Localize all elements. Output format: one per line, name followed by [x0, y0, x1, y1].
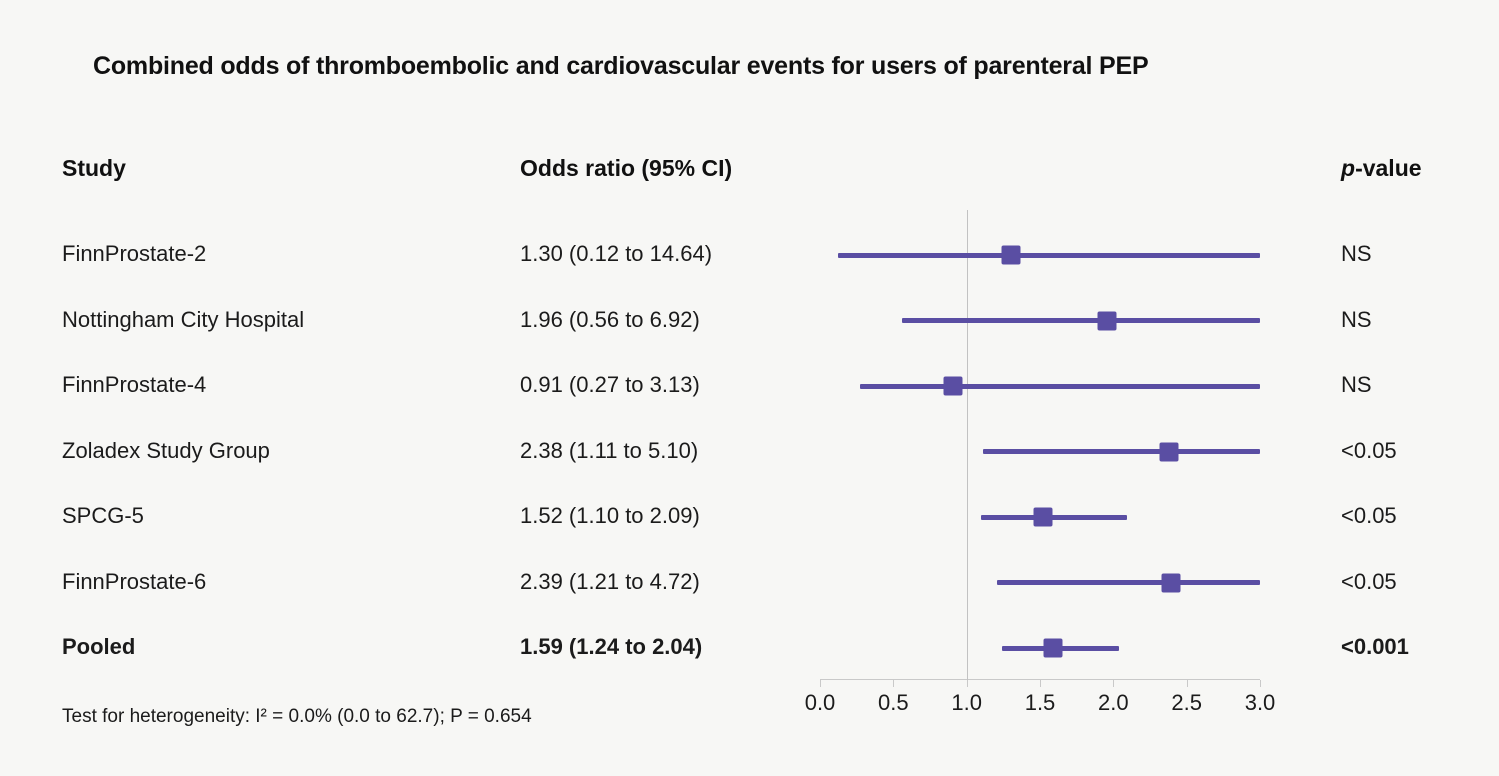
point-estimate-marker [1161, 573, 1180, 592]
odds-ratio-value: 1.52 (1.10 to 2.09) [520, 503, 700, 528]
p-value: <0.05 [1341, 503, 1397, 528]
p-italic: p [1341, 155, 1356, 181]
p-value: NS [1341, 306, 1372, 332]
p-value: <0.001 [1341, 634, 1409, 659]
point-estimate-marker [1160, 442, 1179, 461]
point-estimate-marker [1044, 639, 1063, 658]
x-axis-tick [1260, 680, 1261, 687]
study-label: Pooled [62, 634, 136, 659]
point-estimate-marker [1001, 246, 1020, 265]
point-estimate-marker [1033, 508, 1052, 527]
x-axis-tick [893, 680, 894, 687]
confidence-interval-bar [860, 384, 1260, 389]
heterogeneity-footnote: Test for heterogeneity: I² = 0.0% (0.0 to 62.7); P = 0.654 [62, 706, 532, 727]
point-estimate-marker [944, 377, 963, 396]
study-label: Nottingham City Hospital [62, 306, 305, 332]
odds-ratio-value: 1.30 (0.12 to 14.64) [520, 241, 713, 266]
p-suffix: -value [1355, 155, 1422, 181]
confidence-interval-bar [981, 515, 1126, 520]
x-axis-tick-label: 1.5 [1024, 690, 1056, 715]
point-estimate-marker [1098, 311, 1117, 330]
confidence-interval-bar [983, 449, 1260, 454]
x-axis-tick-label: 1.0 [951, 690, 982, 715]
odds-ratio-value: 1.59 (1.24 to 2.04) [520, 634, 703, 659]
odds-ratio-value: 0.91 (0.27 to 3.13) [520, 372, 700, 397]
x-axis-tick [1187, 680, 1188, 687]
x-axis-tick-label: 2.5 [1171, 690, 1202, 715]
figure-title: Combined odds of thromboembolic and cardiovascular events for users of parenteral PEP [93, 52, 1149, 80]
p-value: <0.05 [1341, 568, 1397, 594]
study-label: Zoladex Study Group [62, 437, 270, 463]
odds-ratio-value: 1.96 (0.56 to 6.92) [520, 306, 700, 332]
column-header-odds-ratio: Odds ratio (95% CI) [520, 155, 733, 181]
x-axis-tick [1040, 680, 1041, 687]
column-header-p-value [1341, 155, 1422, 182]
x-axis-tick-label: 3.0 [1244, 690, 1276, 715]
x-axis-tick-label: 0.5 [878, 690, 909, 715]
column-header-study: Study [62, 155, 126, 181]
x-axis-tick-label: 2.0 [1098, 690, 1129, 715]
p-value: NS [1341, 241, 1372, 266]
x-axis-tick [820, 680, 821, 687]
x-axis-tick-label: 0.0 [804, 690, 836, 715]
confidence-interval-bar [997, 580, 1260, 585]
study-label: FinnProstate-6 [62, 568, 207, 594]
x-axis-tick [1113, 680, 1114, 687]
odds-ratio-value: 2.39 (1.21 to 4.72) [520, 568, 700, 594]
p-value: NS [1341, 372, 1372, 397]
study-label: FinnProstate-4 [62, 372, 207, 397]
odds-ratio-value: 2.38 (1.11 to 5.10) [520, 437, 699, 463]
plot-area [804, 210, 1276, 715]
study-label: FinnProstate-2 [62, 241, 207, 266]
confidence-interval-bar [902, 318, 1260, 323]
x-axis-tick [967, 680, 968, 687]
p-value: <0.05 [1341, 437, 1397, 463]
study-label: SPCG-5 [62, 503, 144, 528]
null-effect-line [967, 210, 968, 680]
confidence-interval-bar [838, 253, 1260, 258]
